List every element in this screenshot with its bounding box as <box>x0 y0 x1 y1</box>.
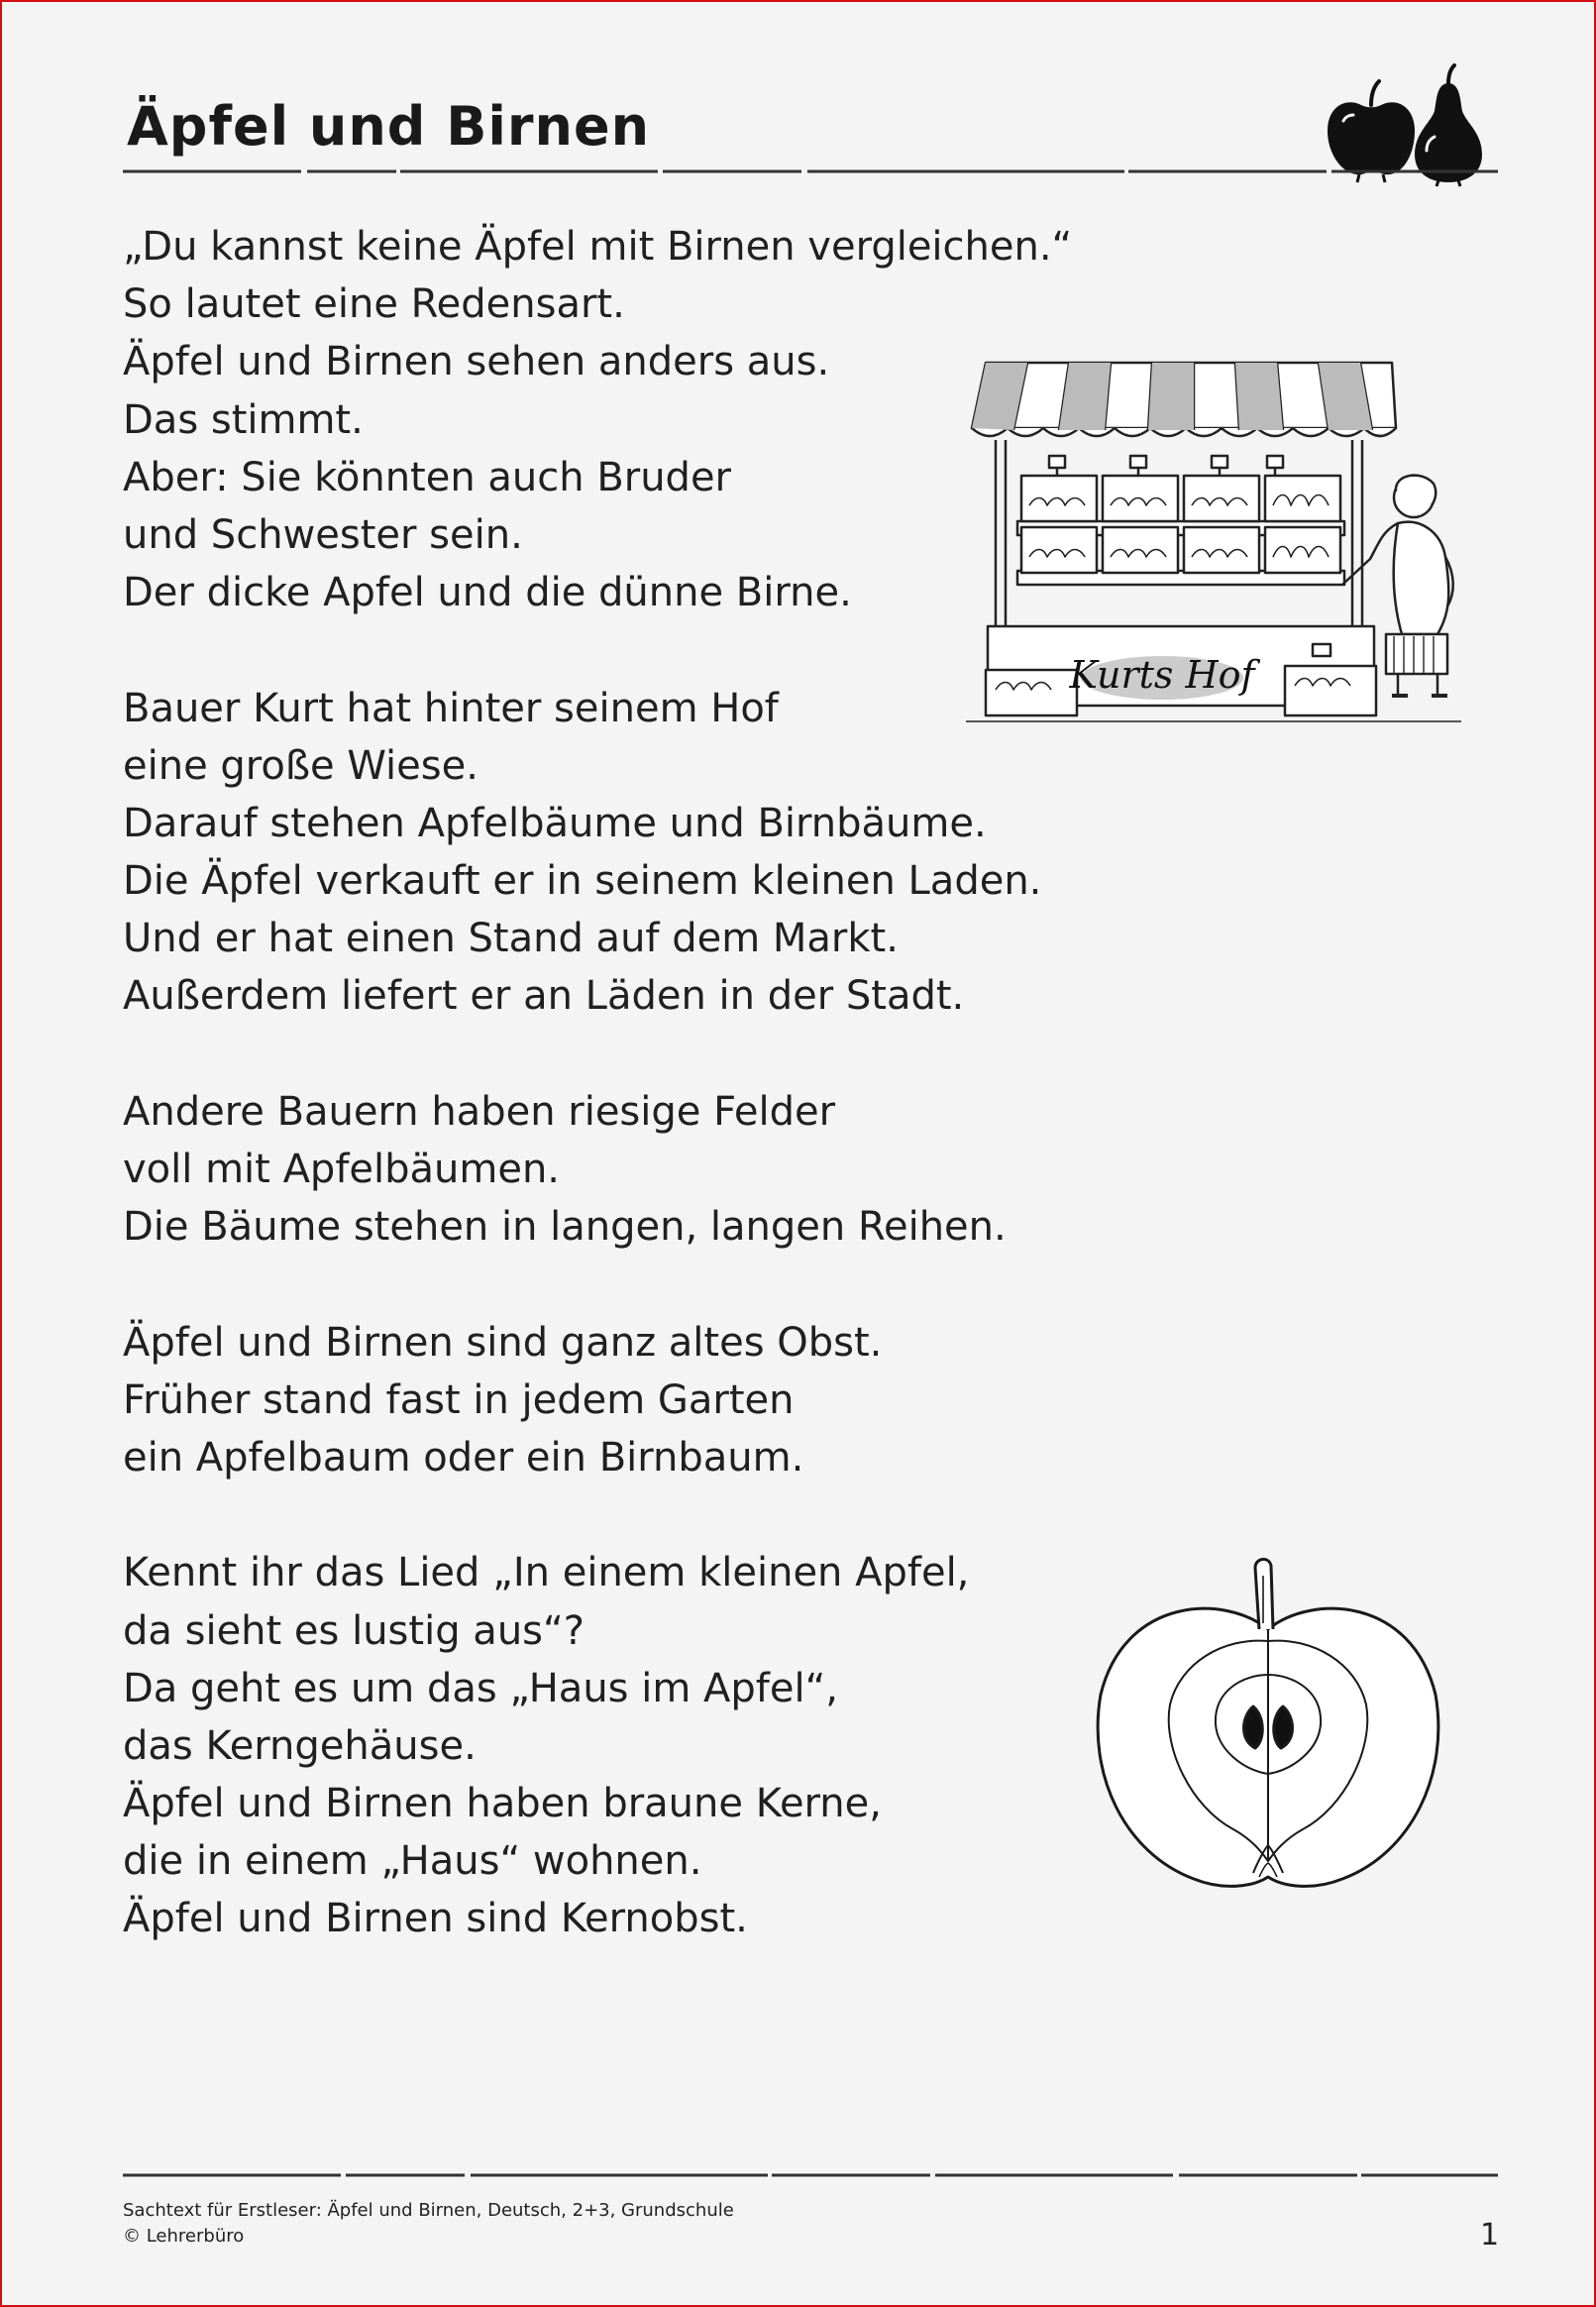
text-line: Und er hat einen Stand auf dem Markt. <box>123 916 899 962</box>
text-line: Da geht es um das „Haus im Apfel“, <box>123 1665 839 1711</box>
text-line: da sieht es lustig aus“? <box>123 1607 585 1654</box>
footer-copyright: © Lehrerbüro <box>123 2226 245 2247</box>
text-line: das Kerngehäuse. <box>123 1722 477 1769</box>
footer-source: Sachtext für Erstleser: Äpfel und Birnen, Deutsch, 2+3, Grundschule <box>123 2200 734 2221</box>
text-line: voll mit Apfelbäumen. <box>123 1147 561 1192</box>
page-title: Äpfel und Birnen <box>127 95 651 158</box>
text-line: Äpfel und Birnen sind Kernobst. <box>123 1896 748 1942</box>
footer-divider <box>123 2172 1498 2178</box>
body-text <box>123 218 1072 1948</box>
apple-cross-section-illustration <box>1085 1546 1451 1903</box>
header-divider <box>123 168 1498 174</box>
stand-sign-text: Kurts Hof <box>1069 653 1255 697</box>
text-line: Äpfel und Birnen sehen anders aus. <box>123 339 830 385</box>
text-line: So lautet eine Redensart. <box>123 281 625 328</box>
text-line: Das stimmt. <box>123 396 364 443</box>
text-line: Andere Bauern haben riesige Felder <box>123 1088 836 1135</box>
text-line: Die Äpfel verkauft er in seinem kleinen Laden. <box>123 858 1042 905</box>
text-line: ein Apfelbaum oder ein Birnbaum. <box>123 1434 804 1481</box>
text-line: Darauf stehen Apfelbäume und Birnbäume. <box>123 800 987 846</box>
text-line: Aber: Sie könnten auch Bruder <box>123 454 732 500</box>
text-line: Äpfel und Birnen sind ganz altes Obst. <box>123 1319 883 1366</box>
text-line: und Schwester sein. <box>123 511 523 558</box>
text-line: Bauer Kurt hat hinter seinem Hof <box>123 685 779 731</box>
text-line: Die Bäume stehen in langen, langen Reihen. <box>123 1204 1007 1251</box>
page-number: 1 <box>1480 2218 1500 2252</box>
text-line: Früher stand fast in jedem Garten <box>123 1376 795 1423</box>
text-line: Der dicke Apfel und die dünne Birne. <box>123 570 852 616</box>
text-line: Äpfel und Birnen haben braune Kerne, <box>123 1781 882 1827</box>
text-line: eine große Wiese. <box>123 742 479 789</box>
text-line: „Du kannst keine Äpfel mit Birnen vergleichen.“ <box>123 224 1073 270</box>
text-line: Außerdem liefert er an Läden in der Stadt. <box>123 973 965 1020</box>
text-line: Kennt ihr das Lied „In einem kleinen Apfel, <box>123 1550 970 1596</box>
text-line: die in einem „Haus“ wohnen. <box>123 1838 702 1885</box>
market-stand-illustration <box>966 347 1481 733</box>
